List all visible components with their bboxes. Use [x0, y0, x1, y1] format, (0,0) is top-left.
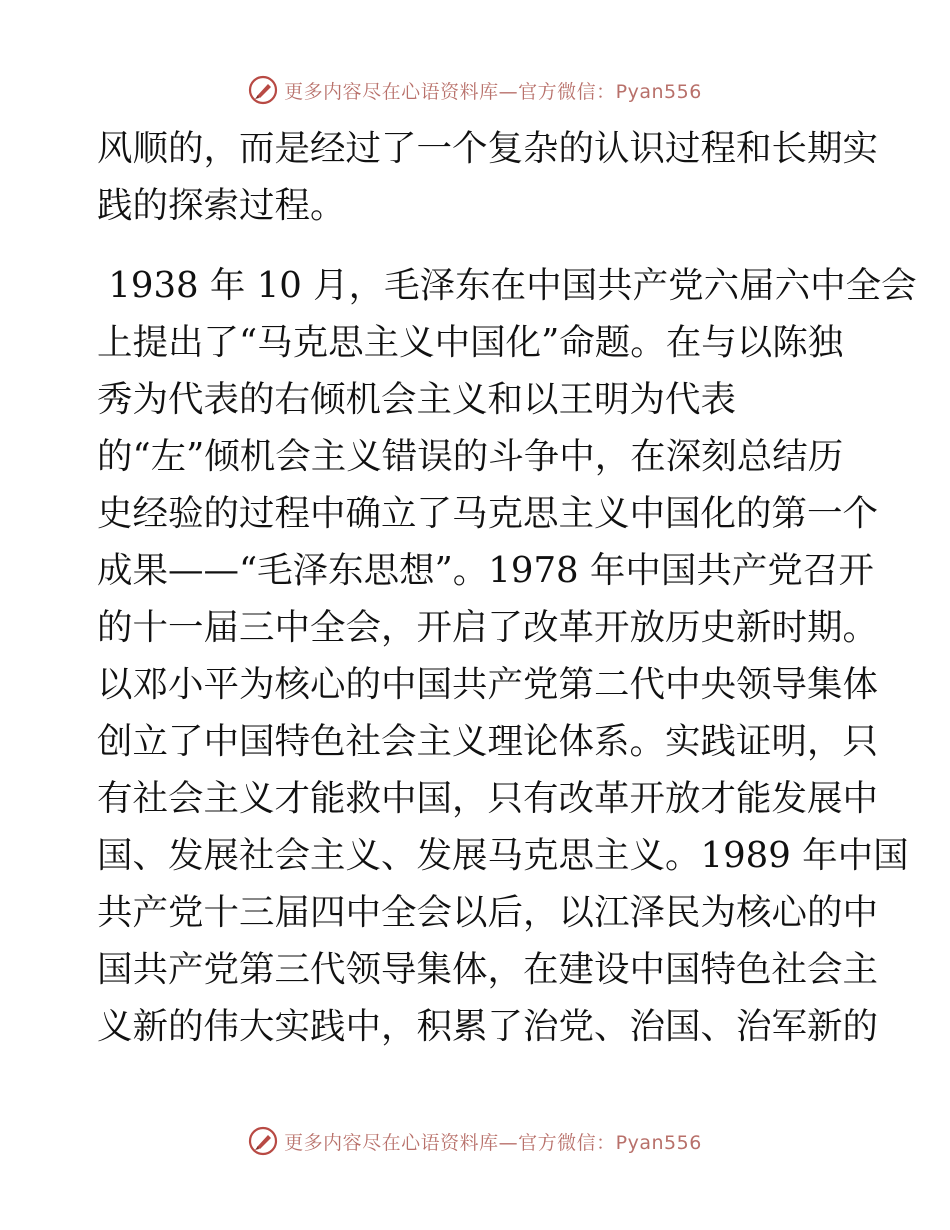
document-body: [97, 120, 917, 1055]
text-line: 国共产党第三代领导集体，在建设中国特色社会主: [97, 949, 879, 990]
text-line: 风顺的，而是经过了一个复杂的认识过程和长期实: [97, 128, 879, 169]
text-line: 践的探索过程。: [97, 185, 346, 226]
text-line: 上提出了“马克思主义中国化”命题。在与以陈独: [97, 322, 844, 363]
header-watermark: [0, 70, 950, 110]
text-line: 有社会主义才能救中国，只有改革开放才能发展中: [97, 778, 879, 819]
text-line: 成果——“毛泽东思想”。1978 年中国共产党召开: [97, 550, 874, 591]
text-line: 的“左”倾机会主义错误的斗争中，在深刻总结历: [97, 436, 844, 477]
text-line: 共产党十三届四中全会以后，以江泽民为核心的中: [97, 892, 879, 933]
header-watermark-text: 更多内容尽在心语资料库—官方微信：Pyan556: [284, 80, 702, 103]
paragraph-2: [97, 257, 917, 1055]
pen-nib-logo-icon: [248, 75, 278, 105]
text-line: 以邓小平为核心的中国共产党第二代中央领导集体: [97, 664, 879, 705]
text-line: 史经验的过程中确立了马克思主义中国化的第一个: [97, 493, 879, 534]
footer-watermark: [0, 1121, 950, 1161]
text-line: 1938 年 10 月，毛泽东在中国共产党六届六中全会: [97, 265, 917, 306]
text-line: 秀为代表的右倾机会主义和以王明为代表: [97, 379, 737, 420]
footer-watermark-text: 更多内容尽在心语资料库—官方微信：Pyan556: [284, 1131, 702, 1154]
paragraph-1: [97, 120, 879, 234]
text-line: 创立了中国特色社会主义理论体系。实践证明，只: [97, 721, 879, 762]
pen-nib-logo-icon: [248, 1126, 278, 1156]
text-line: 国、发展社会主义、发展马克思主义。1989 年中国: [97, 835, 909, 876]
text-line: 义新的伟大实践中，积累了治党、治国、治军新的: [97, 1006, 879, 1047]
text-line: 的十一届三中全会，开启了改革开放历史新时期。: [97, 607, 879, 648]
